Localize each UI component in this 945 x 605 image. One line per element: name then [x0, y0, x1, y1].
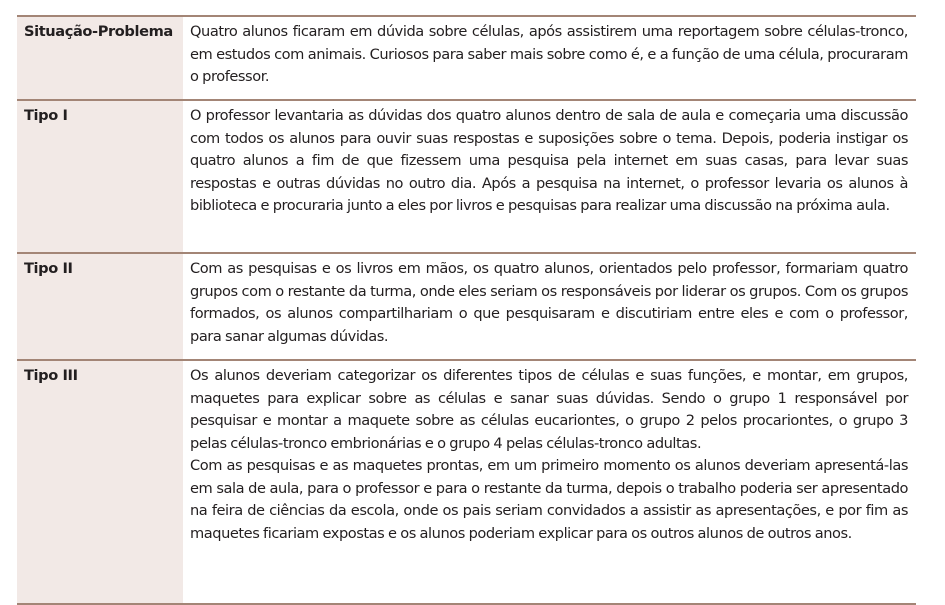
situation-types-table [17, 15, 916, 605]
row-content [183, 360, 916, 604]
table-row-tipo-ii [17, 253, 916, 360]
table-row-situacao-problema [17, 16, 916, 100]
row-label: Tipo III [17, 360, 183, 604]
row-label: Tipo I [17, 100, 183, 253]
paragraph: Quatro alunos ficaram em dúvida sobre células, após assistirem uma reportagem sobre células-tronco, em estudos com animais. Curiosos para saber mais sobre como é, e a função de uma célula, procuraram o professor. [190, 23, 908, 85]
row-content [183, 100, 916, 253]
table-row-tipo-iii [17, 360, 916, 604]
row-content [183, 253, 916, 360]
paragraph: Com as pesquisas e os livros em mãos, os quatro alunos, orientados pelo professor, formariam quatro grupos com o restante da turma, onde eles seriam os responsáveis por liderar os grupos. Com os grupos formados, os alunos compartilhariam o que pesquisaram e discutiriam entre eles e com o professor, para sanar algumas dúvidas. [190, 260, 908, 345]
row-label: Situação-Problema [17, 16, 183, 100]
document-page [17, 15, 916, 605]
row-content [183, 16, 916, 100]
paragraph: O professor levantaria as dúvidas dos quatro alunos dentro de sala de aula e começaria uma discussão com todos os alunos para ouvir suas respostas e suposições sobre o tema. Depois, poderia instigar os quatro alunos a fim de que fizessem uma pesquisa pela internet em suas casas, para levar suas respostas e outras dúvidas no outro dia. Após a pesquisa na internet, o professor levaria os alunos à biblioteca e procuraria junto a eles por livros e pesquisas para realizar uma discussão na próxima aula. [190, 107, 908, 214]
paragraph: Os alunos deveriam categorizar os diferentes tipos de células e suas funções, e montar, em grupos, maquetes para explicar sobre as células e sanar suas dúvidas. Sendo o grupo 1 responsável por pesquisar e montar a maquete sobre as células eucariontes, o grupo 2 pelos procariontes, o grupo 3 pelas células-tronco embrionárias e o grupo 4 pelas células-tronco adultas. [190, 367, 908, 452]
row-label: Tipo II [17, 253, 183, 360]
table-row-tipo-i [17, 100, 916, 253]
paragraph: Com as pesquisas e as maquetes prontas, em um primeiro momento os alunos deveriam apresentá-las em sala de aula, para o professor e para o restante da turma, depois o trabalho poderia ser apresentado na feira de ciências da escola, onde os pais seriam convidados a assistir as apresentações, e por fim as maquetes ficariam expostas e os alunos poderiam explicar para os outros alunos de outros anos. [190, 457, 908, 542]
